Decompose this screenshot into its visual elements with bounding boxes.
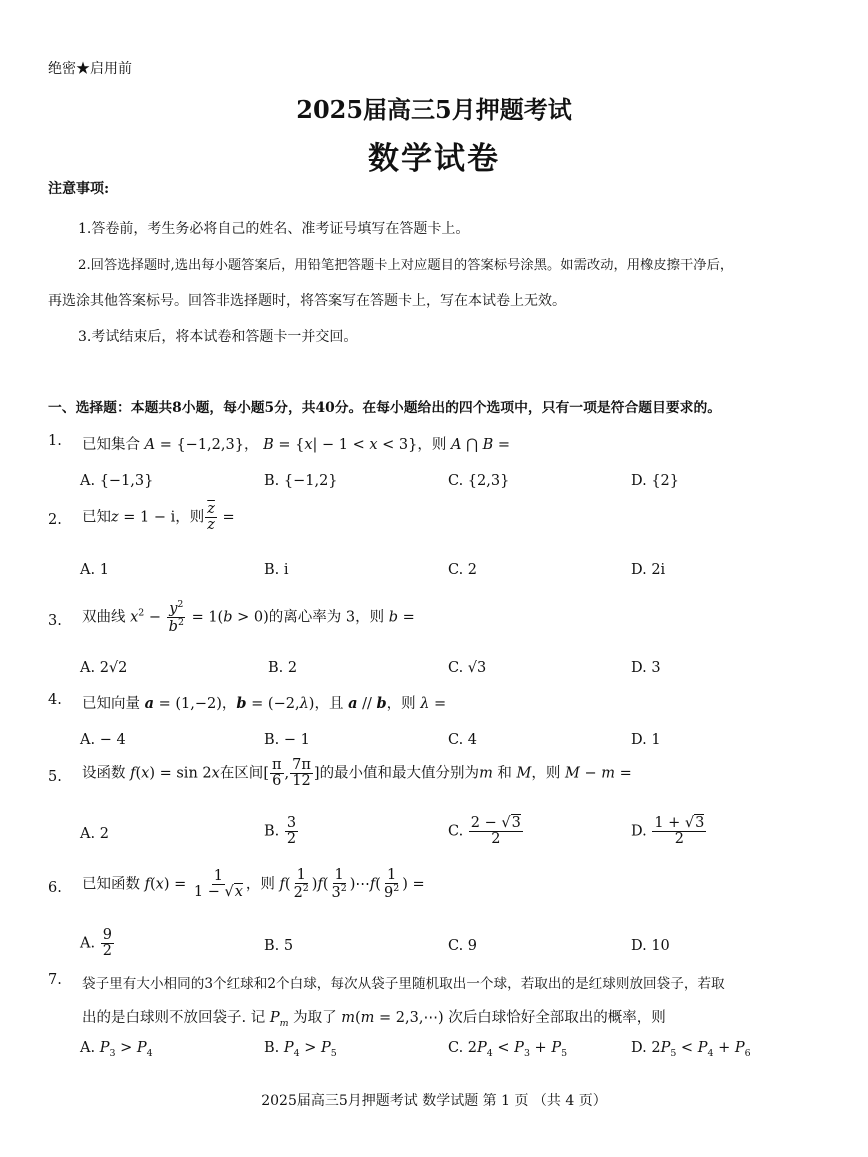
question-1-option-b: B. {−1,2} (264, 473, 338, 489)
exam-subtitle: 数学试卷 (368, 141, 500, 177)
question-5-number: 5. (48, 769, 62, 785)
question-1-number: 1. (48, 433, 62, 449)
question-7-line1: 袋子里有大小相同的3个红球和2个白球，每次从袋子里随机取出一个球，若取出的是红球则放回袋子，若取 (82, 976, 725, 992)
notes-heading: 注意事项: (48, 181, 110, 197)
question-7-line2: 出的是白球则不放回袋子. 记 $P_m$ 为取了 m(m = 2,3,⋯) 次后白球恰好全部取出的概率，则 (82, 1010, 666, 1029)
question-4-number: 4. (48, 692, 62, 708)
question-2-stem: 已知z = 1 − i，则 $\frac{\overline{z}}{z}$ = (82, 501, 235, 534)
question-6-number: 6. (48, 880, 62, 896)
question-6-option-c: C. 9 (448, 938, 478, 954)
question-2-option-a: A. 1 (80, 562, 109, 578)
question-3-option-b: B. 2 (268, 660, 298, 676)
question-2-option-c: C. 2 (448, 562, 478, 578)
question-7-option-b: B. $P_4 > P_5$ (264, 1040, 337, 1059)
question-2-number: 2. (48, 512, 62, 528)
question-1-option-c: C. {2,3} (448, 473, 510, 489)
question-3-option-a: A. 2√2 (80, 660, 128, 676)
question-7-number: 7. (48, 972, 62, 988)
page-footer: 2025届高三5月押题考试 数学试题 第 1 页 （共 4 页） (261, 1093, 607, 1109)
question-1-option-a: A. {−1,3} (80, 473, 154, 489)
question-6-stem: 已知函数 f(x) = $\frac{1}{1 - √x}$ ，则 f( $\frac{1}{2^2}$ )f( $\frac{1}{3^2}$ )⋯f( $\frac{1}{9^2}$ ) = (82, 867, 425, 902)
question-2-option-b: B. i (264, 562, 289, 578)
note-item-3: 3.考试结束后，将本试卷和答题卡一并交回。 (78, 329, 358, 345)
question-5-option-c: C. $\frac{2 - √3}{2}$ (448, 815, 521, 848)
note-item-2-line1: 2.回答选择题时,选出每小题答案后，用铅笔把答题卡上对应题目的答案标号涂黑。如需改动，用橡皮擦干净后， (78, 258, 734, 273)
question-4-option-d: D. 1 (631, 732, 661, 748)
question-5-option-b: B. $\frac{3}{2}$ (264, 815, 297, 848)
note-item-1: 1.答卷前，考生务必将自己的姓名、准考证号填写在答题卡上。 (78, 221, 470, 237)
confidential-label: 绝密★启用前 (48, 61, 132, 77)
question-5-option-a: A. 2 (80, 826, 109, 842)
question-7-option-c: C. $2P_4 < P_3 + P_5$ (448, 1040, 568, 1059)
question-7-option-a: A. $P_3 > P_4$ (80, 1040, 153, 1059)
question-3-stem: 双曲线 $x^2$ − $\frac{y^2}{b^2}$ = 1(b > 0)的离心率为 3，则 b = (82, 599, 415, 635)
question-5-stem: 设函数 f(x) = sin 2x在区间[ $\frac{\pi}{6}$ , $\frac{7\pi}{12}$ ]的最小值和最大值分别为m 和 M，则 M − m = (82, 757, 632, 790)
question-5-option-d: D. $\frac{1 + √3}{2}$ (631, 815, 705, 848)
question-4-option-b: B. − 1 (264, 732, 310, 748)
question-3-option-c: C. √3 (448, 660, 487, 676)
question-1-stem: 已知集合 A = {−1,2,3}， B = {x| − 1 < x < 3}，则 A ⋂ B = (82, 437, 511, 453)
question-4-option-c: C. 4 (448, 732, 478, 748)
question-6-option-d: D. 10 (631, 938, 670, 954)
question-6-option-b: B. 5 (264, 938, 294, 954)
question-1-option-d: D. {2} (631, 473, 680, 489)
question-3-option-d: D. 3 (631, 660, 661, 676)
note-item-2-line2: 再选涂其他答案标号。回答非选择题时，将答案写在答题卡上，写在本试卷上无效。 (48, 293, 566, 309)
section1-heading: 一、选择题：本题共8小题，每小题5分，共40分。在每小题给出的四个选项中，只有一项是符合题目要求的。 (48, 400, 722, 416)
question-6-option-a: A. $\frac{9}{2}$ (80, 927, 112, 960)
question-2-option-d: D. 2i (631, 562, 666, 578)
question-7-option-d: D. $2P_5 < P_4 + P_6$ (631, 1040, 751, 1059)
exam-title: 2025届高三5月押题考试 (296, 95, 572, 124)
question-4-stem: 已知向量 a = (1,−2)，b = (−2,λ)，且 a // b，则 λ = (82, 695, 447, 712)
question-3-number: 3. (48, 613, 62, 629)
question-4-option-a: A. − 4 (80, 732, 126, 748)
